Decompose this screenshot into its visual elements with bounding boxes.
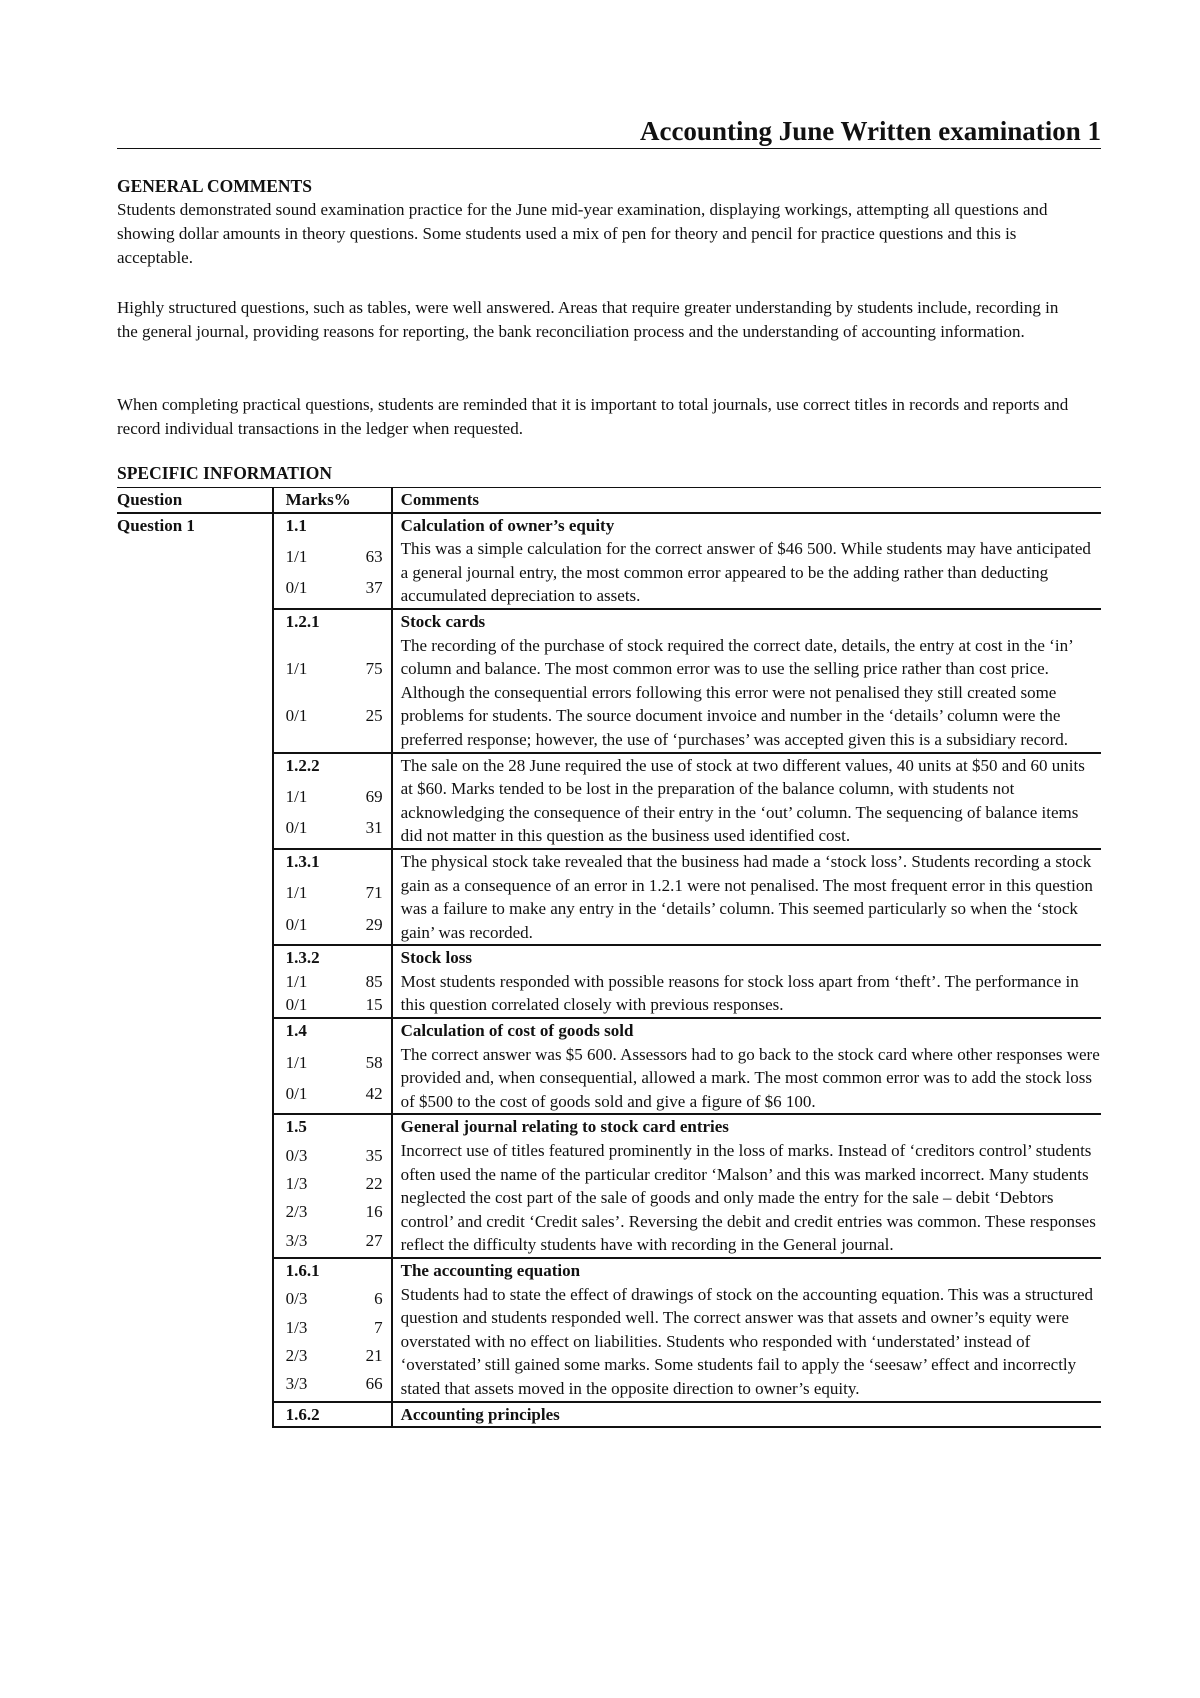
general-comments-heading: GENERAL COMMENTS	[117, 176, 312, 196]
percent-cell: 75	[365, 659, 383, 679]
question-column-header: Question	[117, 488, 273, 513]
results-table	[117, 487, 1101, 1428]
marks-cell: 0/1	[273, 704, 334, 753]
percent-cell: 21	[365, 1345, 383, 1365]
percent-cell: 15	[365, 995, 383, 1015]
percent-cell	[334, 1018, 392, 1051]
percent-cell	[334, 849, 392, 882]
marks-cell: 0/1	[273, 993, 334, 1018]
marks-cell: 2/3	[273, 1344, 334, 1372]
percent-cell: 22	[365, 1174, 383, 1194]
percent-cell	[334, 513, 392, 546]
general-paragraph-2: Highly structured questions, such as tables, were well answered. Areas that require greater understanding by students include, recording in the general journal, providing reasons for reporting, the bank reconciliation process and the understanding of accounting information.	[117, 298, 1059, 341]
general-paragraph-1: Students demonstrated sound examination practice for the June mid-year examination, displaying workings, attempting all questions and showing dollar amounts in theory questions. Some students used a mix of pen for theory and pencil for practice questions and this is acceptable.	[117, 200, 1048, 267]
comment-cell	[392, 1258, 1101, 1402]
marks-cell: 1/3	[273, 1316, 334, 1344]
percent-cell: 85	[365, 971, 383, 991]
percent-cell	[334, 753, 392, 786]
percent-cell	[334, 1258, 392, 1287]
comment-cell	[392, 753, 1101, 849]
comments-column-header: Comments	[392, 488, 1101, 513]
table-header-row	[117, 488, 1101, 513]
comment-title: Stock loss	[400, 948, 472, 968]
marks-cell: 0/3	[273, 1144, 334, 1172]
comment-cell	[392, 1114, 1101, 1258]
sub-question-number: 1.5	[273, 1114, 334, 1143]
comment-title: General journal relating to stock card entries	[400, 1117, 729, 1137]
sub-question-number: 1.3.2	[273, 945, 334, 970]
comment-text: Students had to state the effect of drawings of stock on the accounting equation. This was a structured question and students responded well. The correct answer was that assets and owner’s equity were overstated with no effect on liabilities. Students who responded with ‘understated’ instead of ‘overstated’ still gained some marks. Some students fail to apply the ‘seesaw’ effect and incorrectly stated that assets moved in the opposite direction to owner’s equity.	[400, 1284, 1094, 1398]
sub-question-number: 1.3.1	[273, 849, 334, 882]
comment-text: The recording of the purchase of stock required the correct date, details, the entry at cost in the ‘in’ column and balance. The most common error was to use the selling price rather than cost price. Although the consequential errors following this error were not penalised they still created some problems for students. The source document invoice and number in the ‘details’ column were the preferred response; however, the use of ‘purchases’ was accepted given this is a subsidiary record.	[400, 635, 1073, 749]
percent-cell: 66	[365, 1374, 383, 1394]
percent-cell: 42	[365, 1083, 383, 1103]
percent-column-header: %	[334, 488, 392, 513]
comment-text: This was a simple calculation for the correct answer of $46 500. While students may have anticipated a general journal entry, the most common error appeared to be the adding rather than deducting accumulated depreciation to assets.	[400, 539, 1091, 606]
marks-cell: 1/1	[273, 1051, 334, 1082]
comment-cell	[392, 1402, 1101, 1428]
percent-cell: 7	[374, 1317, 383, 1337]
marks-cell: 2/3	[273, 1200, 334, 1228]
percent-cell	[334, 609, 392, 658]
sub-question-number: 1.2.2	[273, 753, 334, 786]
marks-cell: 3/3	[273, 1229, 334, 1258]
marks-cell: 1/1	[273, 881, 334, 912]
marks-cell: 1/1	[273, 545, 334, 576]
comment-title: Stock cards	[400, 611, 486, 631]
marks-cell: 1/1	[273, 785, 334, 816]
sub-question-number: 1.1	[273, 513, 334, 546]
percent-cell: 25	[365, 706, 383, 725]
sub-question-number: 1.6.1	[273, 1258, 334, 1287]
percent-cell: 58	[365, 1052, 383, 1072]
percent-cell: 16	[365, 1202, 383, 1222]
table-row	[117, 513, 1101, 546]
comment-title: Calculation of cost of goods sold	[400, 1021, 634, 1041]
percent-cell	[334, 1114, 392, 1143]
percent-cell: 35	[365, 1145, 383, 1165]
sub-question-number: 1.2.1	[273, 609, 334, 658]
question-label: Question 1	[117, 515, 195, 535]
sub-question-number: 1.6.2	[273, 1402, 334, 1428]
results-body	[117, 513, 1101, 1428]
marks-cell: 0/1	[273, 1082, 334, 1115]
comment-title: Calculation of owner’s equity	[400, 515, 615, 535]
marks-cell: 0/3	[273, 1287, 334, 1315]
marks-cell: 3/3	[273, 1372, 334, 1401]
comment-text: The sale on the 28 June required the use of stock at two different values, 40 units at $50 and 60 units at $60. Marks tended to be lost in the preparation of the balance column, with students not acknowledging the consequence of their entry in the ‘out’ column. The sequencing of balance items did not matter in this question as the business used identified cost.	[400, 755, 1085, 846]
percent-cell: 31	[365, 818, 383, 838]
marks-cell: 0/1	[273, 913, 334, 946]
comment-title: Accounting principles	[400, 1404, 560, 1424]
comment-text: The correct answer was $5 600. Assessors had to go back to the stock card where other responses were provided and, when consequential, allowed a mark. The most common error was to add the stock loss of $500 to the cost of goods sold and give a figure of $6 100.	[400, 1044, 1100, 1111]
comment-cell	[392, 1018, 1101, 1114]
marks-cell: 1/1	[273, 657, 334, 704]
marks-cell: 1/1	[273, 970, 334, 994]
marks-column-header: Marks	[273, 488, 334, 513]
sub-question-number: 1.4	[273, 1018, 334, 1051]
percent-cell	[334, 945, 392, 970]
document-title: Accounting June Written examination 1	[639, 116, 1101, 146]
percent-cell: 63	[365, 547, 383, 567]
specific-information-heading: SPECIFIC INFORMATION	[117, 463, 333, 483]
comment-text: Most students responded with possible reasons for stock loss apart from ‘theft’. The performance in this question correlated closely with previous responses.	[400, 971, 1079, 1015]
header-rule	[117, 148, 1101, 149]
marks-cell: 0/1	[273, 576, 334, 609]
percent-cell: 69	[365, 787, 383, 807]
percent-cell: 71	[365, 883, 383, 903]
marks-cell: 1/3	[273, 1172, 334, 1200]
comment-text: Incorrect use of titles featured prominently in the loss of marks. Instead of ‘creditors control’ students often used the name of the particular creditor ‘Malson’ and this was marked incorrect. Many students neglected the cost part of the sale of goods and only made the entry for the sale – debit ‘Debtors control’ and credit ‘Credit sales’. Reversing the debit and credit entries was common. These responses reflect the difficulty students have with recording in the General journal.	[400, 1141, 1096, 1255]
comment-cell	[392, 849, 1101, 945]
comment-title: The accounting equation	[400, 1261, 581, 1280]
general-paragraph-3: When completing practical questions, students are reminded that it is important to total journals, use correct titles in records and reports and record individual transactions in the ledger when requested.	[117, 395, 1069, 438]
marks-cell: 0/1	[273, 816, 334, 849]
percent-cell: 6	[374, 1289, 383, 1309]
percent-cell: 37	[365, 578, 383, 598]
percent-cell	[334, 1402, 392, 1428]
percent-cell: 29	[365, 914, 383, 934]
comment-cell	[392, 609, 1101, 753]
comment-cell	[392, 945, 1101, 1018]
percent-cell: 27	[365, 1230, 383, 1250]
comment-cell	[392, 513, 1101, 609]
comment-text: The physical stock take revealed that the business had made a ‘stock loss’. Students recording a stock gain as a consequence of an error in 1.2.1 were not penalised. The most frequent error in this question was a failure to make any entry in the ‘details’ column. This seemed particularly so when the ‘stock gain’ was recorded.	[400, 851, 1093, 942]
